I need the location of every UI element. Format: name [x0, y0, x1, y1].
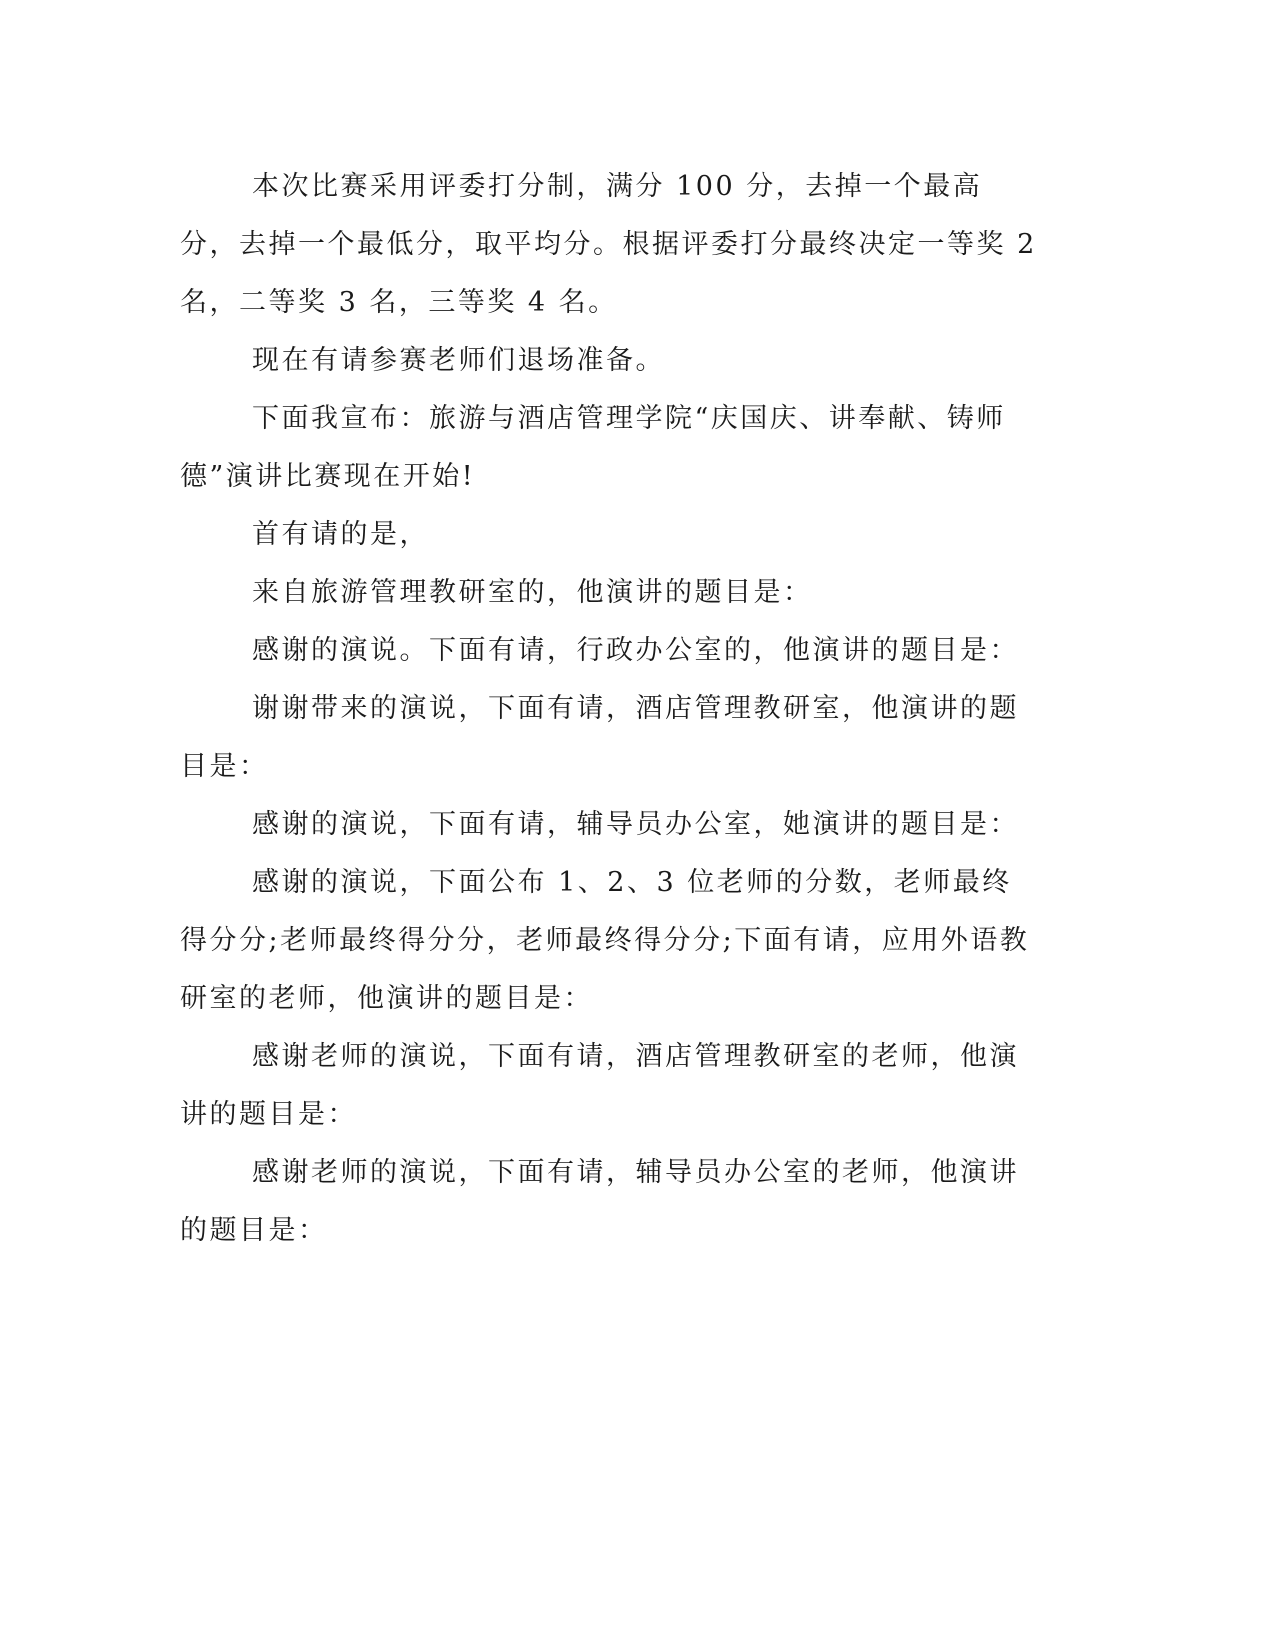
paragraph-tourism-office: 来自旅游管理教研室的，他演讲的题目是：: [252, 577, 813, 608]
paragraph-contestants-exit: 现在有请参赛老师们退场准备。: [252, 345, 665, 376]
paragraph-scoring-rules: 本次比赛采用评委打分制，满分 100 分，去掉一个最高分，去掉一个最低分，取平均分。根据评委打分最终决定一等奖 2 名，二等奖 3 名，三等奖 4 名。: [180, 171, 1037, 318]
paragraph-counselor-teacher: 感谢老师的演说，下面有请，辅导员办公室的老师，他演讲的题目是：: [180, 1157, 1019, 1246]
document-body: [180, 158, 1040, 1260]
paragraph-admin-office: 感谢的演说。下面有请，行政办公室的，他演讲的题目是：: [252, 635, 1019, 666]
paragraph-opening-announcement: 下面我宣布：旅游与酒店管理学院“庆国庆、讲奉献、铸师德”演讲比赛现在开始!: [180, 403, 1006, 492]
paragraph-score-announcement: 感谢的演说，下面公布 1、2、3 位老师的分数，老师最终得分分;老师最终得分分，老师最终得分分;下面有请，应用外语教研室的老师，他演讲的题目是：: [180, 867, 1030, 1014]
paragraph-hotel-teacher: 感谢老师的演说，下面有请，酒店管理教研室的老师，他演讲的题目是：: [180, 1041, 1019, 1130]
paragraph-hotel-office: 谢谢带来的演说，下面有请，酒店管理教研室，他演讲的题目是：: [180, 693, 1019, 782]
paragraph-counselor-office: 感谢的演说，下面有请，辅导员办公室，她演讲的题目是：: [252, 809, 1019, 840]
paragraph-first-invite: 首有请的是，: [252, 519, 429, 550]
